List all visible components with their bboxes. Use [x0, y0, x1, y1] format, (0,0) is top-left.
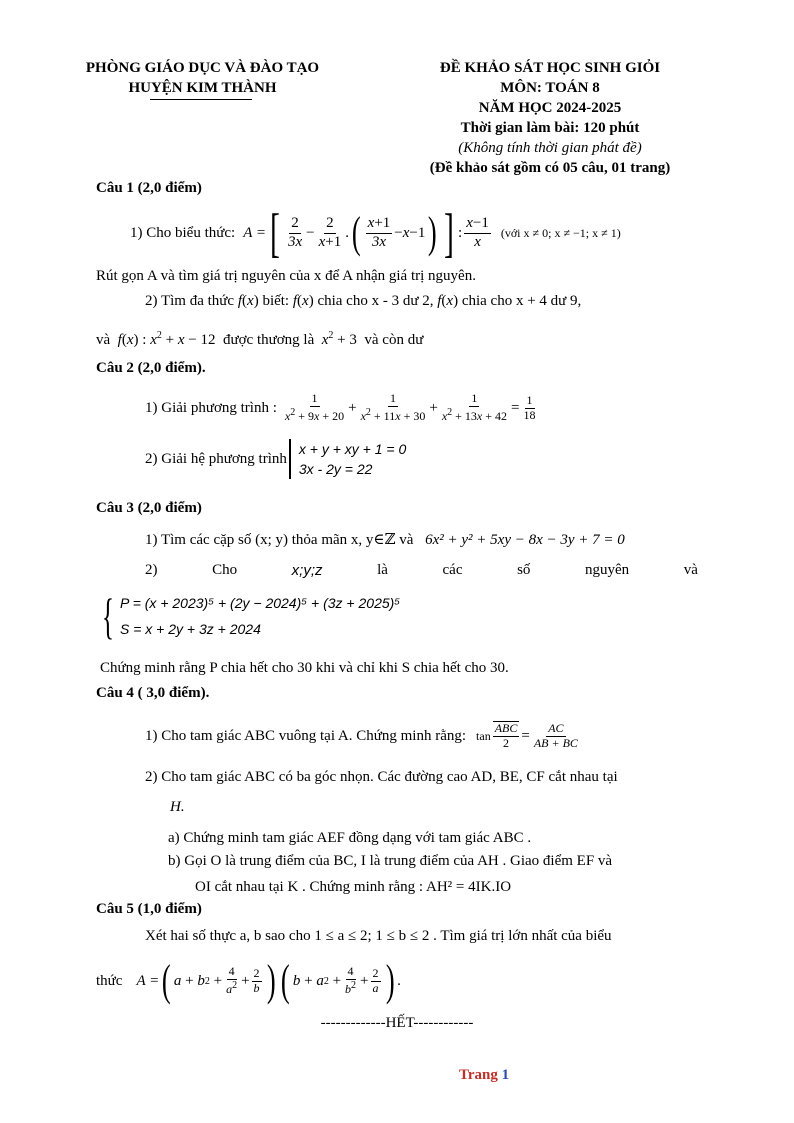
q4-b: b) Gọi O là trung điểm của BC, I là trung điểm của AH . Giao điểm EF và [168, 853, 613, 869]
page-indicator [459, 1067, 509, 1084]
q4-p1: 1) Cho tam giác ABC vuông tại A. Chứng minh rằng: tan $\frac{\text{ABC}}{2}$ = $\frac{AC}{AB + BC}$ [145, 720, 578, 750]
page-count-note: (Đề khảo sát gồm có 05 câu, 01 trang) [429, 160, 671, 176]
q4-p2-cont: H. [170, 799, 185, 815]
q3-p2-line: 2) Cho x;y;z là các số nguyên và [145, 562, 698, 579]
q1-p2-line2: và f(x) : $x^2 + x - 12$ được thương là $x^2 + 3$ và còn dư [96, 330, 424, 348]
q3-system: { P = (x + 2023)⁵ + (2y − 2024)⁵ + (3z + 2025)⁵ S = x + 2y + 3z + 2024 [102, 588, 401, 644]
time-note: (Không tính thời gian phát đề) [458, 140, 642, 156]
q3-title: Câu 3 (2,0 điểm) [96, 500, 202, 516]
q1-p1-text: Rút gọn A và tìm giá trị nguyên của x để A nhận giá trị nguyên. [96, 268, 476, 284]
q2-title: Câu 2 (2,0 điểm). [96, 360, 206, 376]
q3-p1: 1) Tìm các cặp số (x; y) thỏa mãn x, y∈ℤ và 6x² + y² + 5xy − 8x − 3y + 7 = 0 [145, 532, 625, 548]
q2-system: 2) Giải hệ phương trình x + y + xy + 1 = 0 3x - 2y = 22 [145, 441, 407, 477]
q4-title: Câu 4 ( 3,0 điểm). [96, 685, 210, 701]
header-underline [150, 99, 252, 100]
page-number: 1 [501, 1067, 510, 1083]
q5-expression: thức A = ( a + b 2 + $\frac{4}{a^2}$ + $\frac{2}{b}$ ) ( b + a 2 + $\frac{4}{b^2}$ + $\frac{2}{a}$ ) . [96, 956, 401, 1005]
end-marker: -------------HẾT------------ [320, 1015, 474, 1031]
subject: MÔN: TOÁN 8 [500, 80, 600, 96]
page-label: Trang [459, 1067, 498, 1083]
q4-a: a) Chứng minh tam giác AEF đồng dạng với tam giác ABC . [168, 830, 532, 846]
q1-title: Câu 1 (2,0 điểm) [96, 180, 202, 196]
district-name: HUYỆN KIM THÀNH [128, 80, 277, 96]
q4-p2: 2) Cho tam giác ABC có ba góc nhọn. Các đường cao AD, BE, CF cắt nhau tại [145, 769, 618, 785]
q2-equation: 1) Giải phương trình : $\frac{1}{x^2 + 9x + 20}$ + $\frac{1}{x^2 + 11x + 30}$ + $\frac{1}{x^2 + 13x + 42}$ = $\frac{1}{18}$ [145, 391, 536, 423]
department-name: PHÒNG GIÁO DỤC VÀ ĐÀO TẠO [85, 60, 320, 76]
q4-b-cont: OI cắt nhau tại K . Chứng minh rằng : AH² = 4IK.IO [195, 879, 512, 895]
q1-p2-line1: 2) Tìm đa thức f(x) biết: f(x) chia cho x - 3 dư 2, f(x) chia cho x + 4 dư 9, [145, 293, 582, 309]
time-limit: Thời gian làm bài: 120 phút [460, 120, 640, 136]
q3-conclusion: Chứng minh rằng P chia hết cho 30 khi và chỉ khi S chia hết cho 30. [100, 660, 509, 676]
q5-title: Câu 5 (1,0 điểm) [96, 901, 202, 917]
q5-text: Xét hai số thực a, b sao cho 1 ≤ a ≤ 2; 1 ≤ b ≤ 2 . Tìm giá trị lớn nhất của biểu [145, 928, 612, 944]
q1-expression: 1) Cho biểu thức: A = [ $\frac{2}{3x}$ − $\frac{2}{x+1}$ . ( $\frac{x+1}{3x}$ −x−1 ) ] : $\frac{x-1}{x}$ (với x ≠ 0; x ≠ −1; x ≠ 1) [130, 203, 621, 263]
school-year: NĂM HỌC 2024-2025 [478, 100, 622, 116]
exam-title: ĐỀ KHẢO SÁT HỌC SINH GIỎI [439, 60, 661, 76]
